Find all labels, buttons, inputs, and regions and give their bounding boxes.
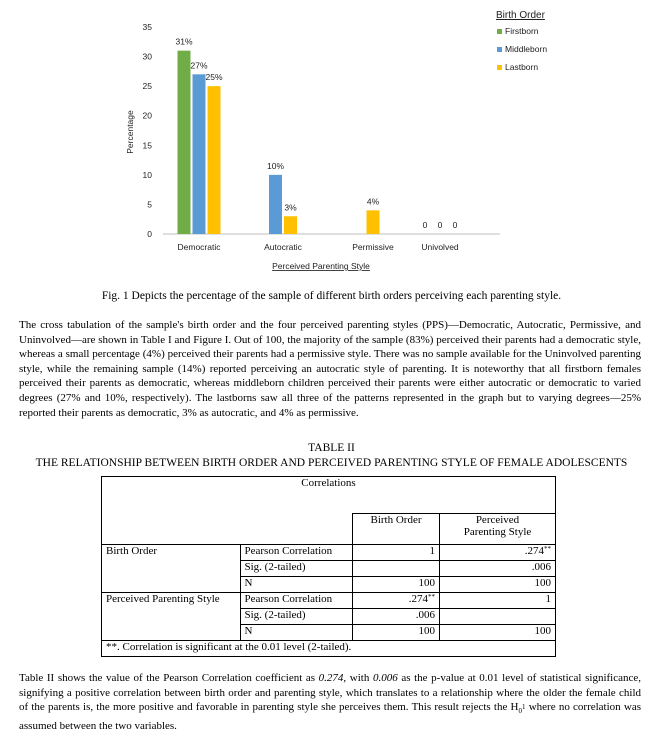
- empty-cell: [102, 514, 241, 545]
- legend-label-firstborn: Firstborn: [505, 26, 539, 36]
- y-tick-label: 15: [142, 140, 152, 151]
- cell-value: [440, 608, 556, 624]
- table-title: THE RELATIONSHIP BETWEEN BIRTH ORDER AND PERCEIVED PARENTING STYLE OF FEMALE ADOLESCENTS: [35, 457, 628, 469]
- figure-caption: Fig. 1 Depicts the percentage of the sample of different birth orders perceiving each parenting style.: [101, 290, 562, 302]
- table-footnote: **. Correlation is significant at the 0.01 level (2-tailed).: [102, 640, 556, 656]
- row-label-birth-order: Birth Order: [102, 544, 241, 592]
- stat-label: Sig. (2-tailed): [240, 608, 353, 624]
- table-heading: Correlations: [102, 477, 556, 514]
- bar-lastborn-permissive: [367, 210, 380, 234]
- cell-value: .006: [353, 608, 440, 624]
- y-tick-label: 20: [142, 110, 152, 121]
- table-row: [102, 544, 556, 560]
- data-label: 10%: [266, 160, 285, 171]
- paragraph-correlation-result: Table II shows the value of the Pearson Correlation coefficient as 0.274, with 0.006 as the p-value at 0.01 level of statistical significance, signifying a positive correlation between birth order and parenting style, which translates to a relationship where the older the female child of the parents is, the more positive and favorable in parenting style she perceives them. This result rejects the $H_0^1$ where no correlation was assumed between the two variables.: [19, 672, 641, 732]
- y-axis-ticks: [143, 22, 153, 239]
- cell-value: 100: [353, 624, 440, 640]
- cell-value: 1: [440, 592, 556, 608]
- cell-value: 100: [440, 624, 556, 640]
- data-label: 0: [422, 220, 428, 230]
- legend-title: Birth Order: [496, 10, 545, 21]
- data-label: 0: [437, 220, 443, 230]
- paragraph-cross-tabulation: The cross tabulation of the sample's birth order and the four perceived parenting styles (PPS)—Democratic, Autocratic, Permissive, and Uninvolved—are shown in Table I and Figure I. Out of 100, the majority of the sample (83%) perceived their parents had a democratic style, whereas a small percentage (4%) perceived their parents had a permissive style. There was no sample available for the Uninvolved parenting style, while the remaining sample (14%) reported perceiving an autocratic style of parenting. It is noteworthy that all firstborn females perceived their parents as democratic, whereas middleborn children perceived their parents were either autocratic or democratic to varied degrees (27% and 10%, respectively). The lastborns saw all three of the patterns represented in the graph but to varying degrees—25% reported their parents as democratic, 3% as autocratic, and 4% as permissive.: [19, 319, 641, 419]
- cell-value: 100: [353, 576, 440, 592]
- y-tick-label: 25: [142, 81, 152, 92]
- x-tick-label: Univolved: [421, 242, 459, 252]
- stat-label: Pearson Correlation: [240, 592, 353, 608]
- bar-lastborn-democratic: [208, 86, 221, 234]
- table-column-header-row: [102, 514, 556, 545]
- row-label-parenting-style: Perceived Parenting Style: [102, 592, 241, 640]
- legend-swatch-middleborn: [497, 47, 502, 52]
- x-tick-label: Autocratic: [264, 242, 302, 252]
- data-label: 3%: [284, 202, 297, 213]
- legend-label-lastborn: Lastborn: [505, 62, 539, 72]
- table-row: [102, 592, 556, 608]
- correlations-table: [101, 476, 556, 657]
- stat-label: Pearson Correlation: [240, 544, 353, 560]
- y-tick-label: 0: [147, 229, 152, 239]
- x-tick-label: Permissive: [352, 242, 394, 252]
- cell-value: .274**: [353, 592, 440, 608]
- cell-value: [353, 560, 440, 576]
- stat-label: N: [240, 624, 353, 640]
- data-label: 27%: [190, 60, 208, 71]
- data-label: 0: [452, 220, 458, 230]
- bar-middleborn-autocratic: [269, 175, 282, 234]
- data-label: 25%: [205, 72, 223, 83]
- x-axis-title: Perceived Parenting Style: [272, 261, 370, 271]
- birth-order-bar-chart: [0, 0, 663, 285]
- table-header-row: [102, 477, 556, 514]
- legend-swatch-firstborn: [497, 29, 502, 34]
- y-tick-label: 10: [142, 169, 152, 180]
- table-number: TABLE II: [308, 442, 355, 454]
- bar-middleborn-democratic: [193, 74, 206, 234]
- x-axis-categories: [178, 242, 459, 252]
- legend-label-middleborn: Middleborn: [505, 44, 548, 54]
- y-tick-label: 35: [142, 22, 152, 32]
- table-footnote-row: [102, 640, 556, 656]
- col-header-parenting-style: Perceived Parenting Style: [440, 514, 556, 545]
- data-label: 31%: [175, 36, 193, 47]
- x-tick-label: Democratic: [177, 242, 221, 252]
- y-axis-title: Percentage: [125, 110, 135, 154]
- y-tick-label: 5: [147, 199, 152, 210]
- cell-value: 100: [440, 576, 556, 592]
- empty-cell: [240, 514, 353, 545]
- legend-swatch-lastborn: [497, 65, 502, 70]
- legend: [497, 26, 547, 72]
- stat-label: Sig. (2-tailed): [240, 560, 353, 576]
- col-header-birth-order: Birth Order: [353, 514, 440, 545]
- cell-value: .274**: [440, 544, 556, 560]
- cell-value: .006: [440, 560, 556, 576]
- stat-label: N: [240, 576, 353, 592]
- y-tick-label: 30: [142, 51, 152, 62]
- data-label: 4%: [366, 196, 380, 207]
- bar-lastborn-autocratic: [284, 216, 297, 234]
- bar-firstborn-democratic: [178, 51, 191, 234]
- cell-value: 1: [353, 544, 440, 560]
